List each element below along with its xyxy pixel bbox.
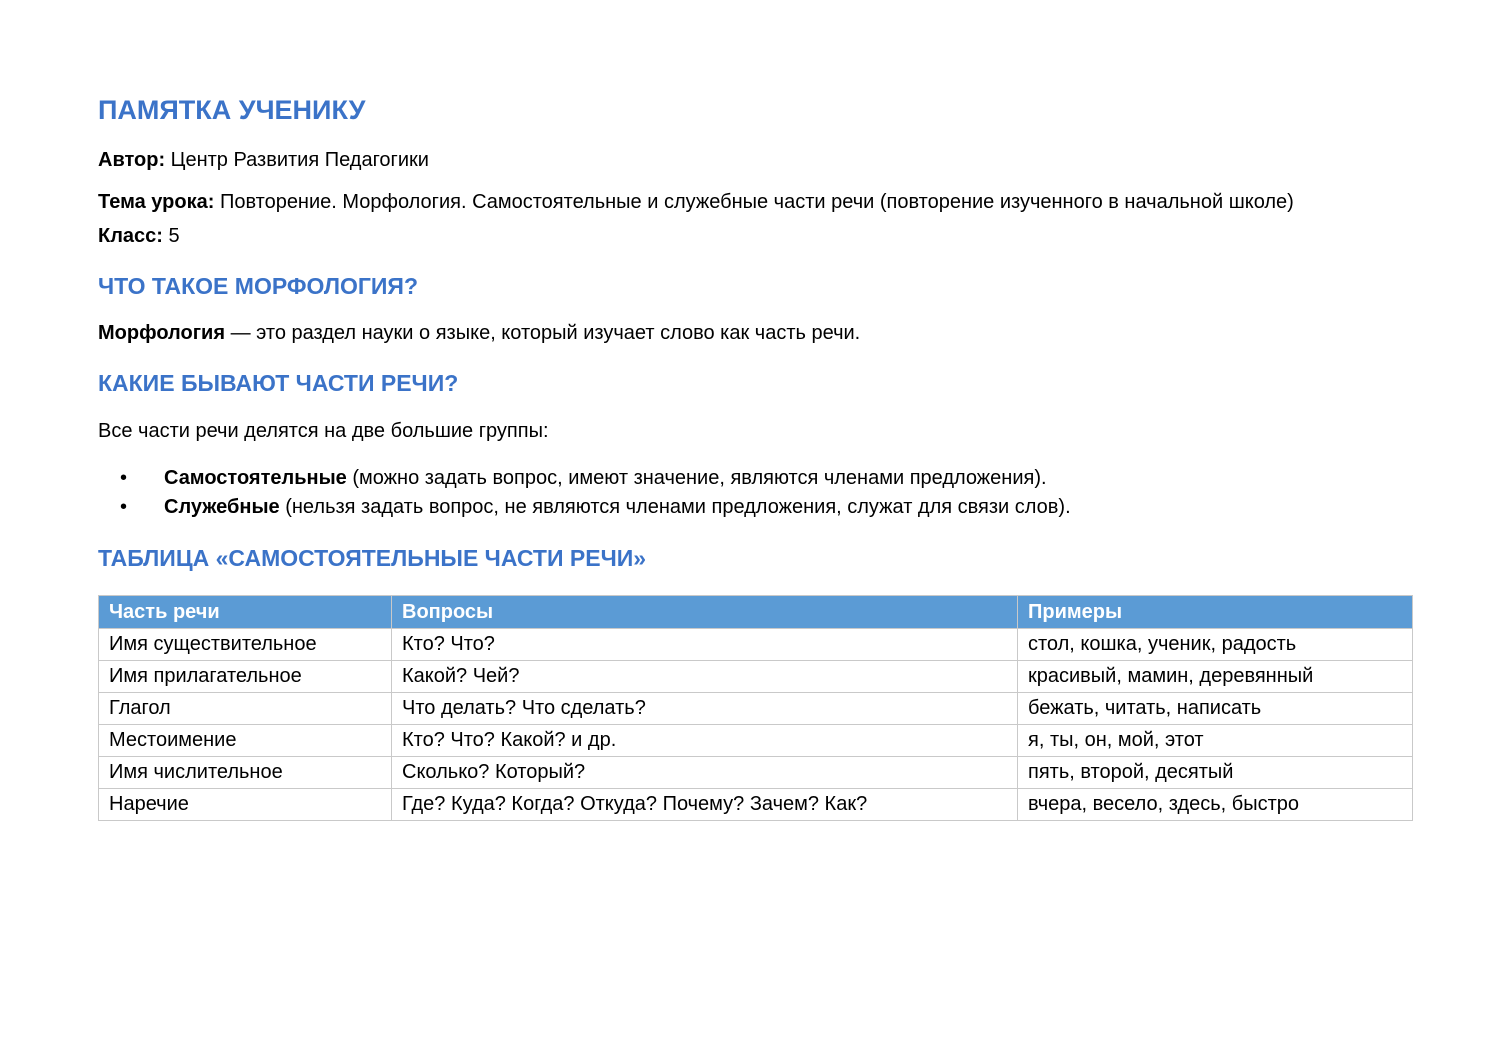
author-line [98,147,1412,173]
cell-questions: Кто? Что? Какой? и др. [392,725,1018,757]
topic-value: Повторение. Морфология. Самостоятельные и служебные части речи (повторение изученного в начальной школе) [214,191,1294,213]
cell-examples: стол, кошка, ученик, радость [1018,629,1413,661]
topic-label: Тема урока: [98,191,215,213]
morphology-text: — это раздел науки о языке, который изучает слово как часть речи. [225,322,861,344]
cell-part: Имя числительное [99,757,392,789]
author-value: Центр Развития Педагогики [165,149,429,171]
cell-examples: вчера, весело, здесь, быстро [1018,789,1413,821]
parts-groups-list [98,464,1412,522]
table-row [99,757,1413,789]
table-row [99,789,1413,821]
cell-part: Имя прилагательное [99,661,392,693]
column-header-examples: Примеры [1018,596,1413,629]
parts-of-speech-table [98,595,1413,821]
author-label: Автор: [98,149,166,171]
table-row [99,661,1413,693]
cell-part: Местоимение [99,725,392,757]
cell-examples: красивый, мамин, деревянный [1018,661,1413,693]
cell-examples: пять, второй, десятый [1018,757,1413,789]
grade-line [98,223,1412,249]
cell-questions: Сколько? Который? [392,757,1018,789]
table-row [99,693,1413,725]
page-title: ПАМЯТКА УЧЕНИКУ [98,95,366,125]
grade-value: 5 [162,225,180,247]
table-row [99,629,1413,661]
cell-part: Глагол [99,693,392,725]
section-heading-morphology: ЧТО ТАКОЕ МОРФОЛОГИЯ? [98,273,419,299]
bullet-icon: • [120,467,128,489]
grade-label: Класс: [98,225,163,247]
list-item-term: Служебные [164,496,280,518]
document-page [98,92,1412,821]
list-item-text: (можно задать вопрос, имеют значение, являются членами предложения). [346,467,1047,489]
cell-questions: Кто? Что? [392,629,1018,661]
section-heading-parts: КАКИЕ БЫВАЮТ ЧАСТИ РЕЧИ? [98,370,459,396]
list-item-text: (нельзя задать вопрос, не являются членами предложения, служат для связи слов). [279,496,1071,518]
cell-examples: я, ты, он, мой, этот [1018,725,1413,757]
list-item-term: Самостоятельные [164,467,347,489]
cell-examples: бежать, читать, написать [1018,693,1413,725]
cell-questions: Какой? Чей? [392,661,1018,693]
bullet-icon: • [120,496,128,518]
list-item [98,464,1412,493]
list-item [98,493,1412,522]
table-row [99,725,1413,757]
cell-questions: Что делать? Что сделать? [392,693,1018,725]
cell-part: Имя существительное [99,629,392,661]
morphology-definition [98,320,1412,346]
cell-part: Наречие [99,789,392,821]
column-header-questions: Вопросы [392,596,1018,629]
table-header-row [99,596,1413,629]
morphology-term: Морфология [98,322,226,344]
cell-questions: Где? Куда? Когда? Откуда? Почему? Зачем? Как? [392,789,1018,821]
parts-intro: Все части речи делятся на две большие группы: [98,420,549,442]
topic-line [98,189,1412,215]
column-header-part: Часть речи [99,596,392,629]
section-heading-table: ТАБЛИЦА «САМОСТОЯТЕЛЬНЫЕ ЧАСТИ РЕЧИ» [98,545,647,571]
